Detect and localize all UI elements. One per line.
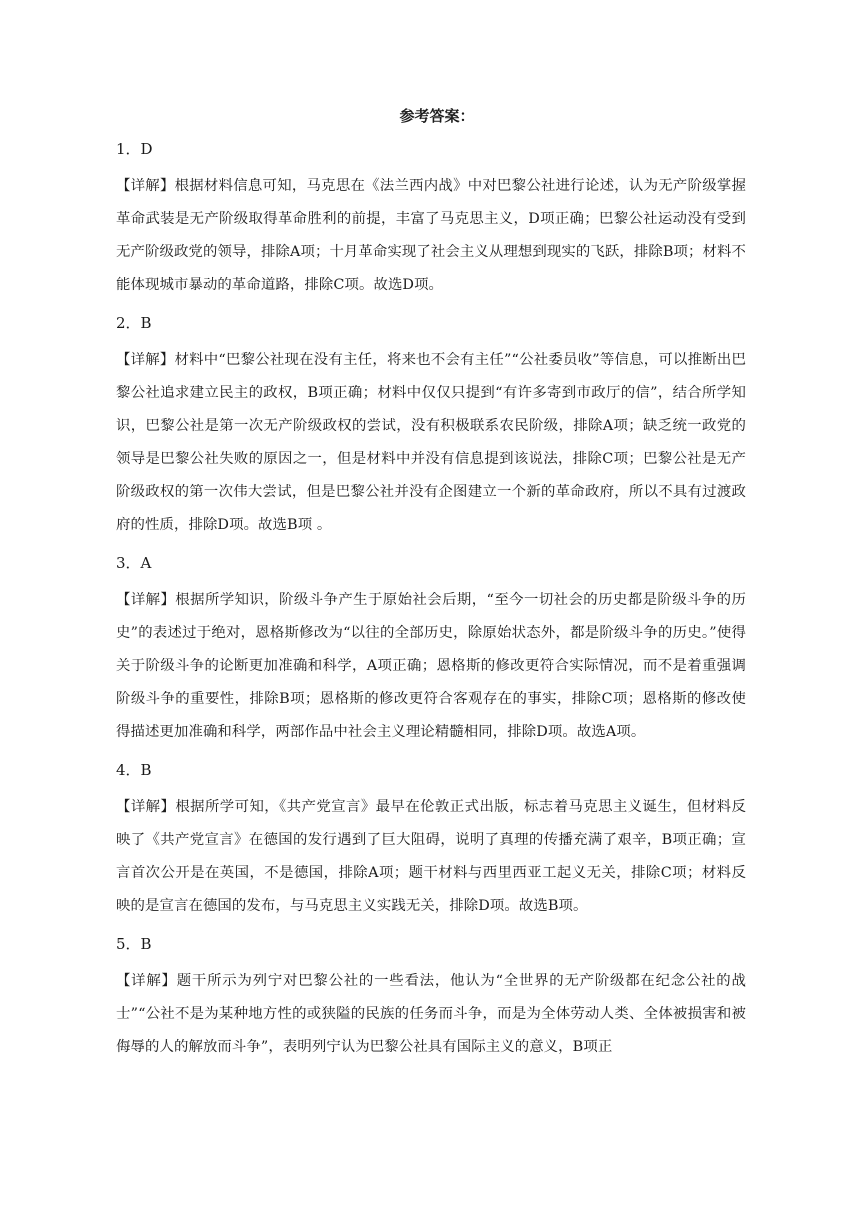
answer-explanation [116, 170, 746, 302]
explanation-tag: 【详解】 [116, 799, 176, 815]
question-number: 4．B [116, 761, 152, 779]
explanation-tag: 【详解】 [116, 973, 177, 989]
answer-explanation [116, 584, 746, 749]
answer-explanation [116, 965, 746, 1064]
explanation-text: 根据所学可知，《共产党宣言》最早在伦敦正式出版，标志着马克思主义诞生，但材料反映了《共产党宣言》在德国的发行遇到了巨大阻碍，说明了真理的传播充满了艰辛，B项正确；宣言首次公开是在英国，不是德国，排除A项；题干材料与西里西亚工起义无关，排除C项；材料反映的是宣言在德国的发布，与马克思主义实践无关，排除D项。故选B项。 [116, 799, 747, 914]
page-title: 参考答案： [399, 107, 475, 125]
explanation-text: 根据材料信息可知，马克思在《法兰西内战》中对巴黎公社进行论述，认为无产阶级掌握革命武装是无产阶级取得革命胜利的前提，丰富了马克思主义，D项正确；巴黎公社运动没有受到无产阶级政党的领导，排除A项；十月革命实现了社会主义从理想到现实的飞跃，排除B项；材料不能体现城市暴动的革命道路，排除C项。故选D项。 [116, 178, 746, 293]
explanation-text: 题干所示为列宁对巴黎公社的一些看法，他认为“全世界的无产阶级都在纪念公社的战士”“公社不是为某种地方性的或狭隘的民族的任务而斗争，而是为全体劳动人类、全体被损害和被侮辱的人的解放而斗争”，表明列宁认为巴黎公社具有国际主义的意义，B项正 [116, 973, 746, 1055]
question-number: 1．D [116, 140, 153, 158]
explanation-text: 根据所学知识，阶级斗争产生于原始社会后期，“至今一切社会的历史都是阶级斗争的历史”的表述过于绝对，恩格斯修改为“以往的全部历史，除原始状态外，都是阶级斗争的历史。”使得关于阶级斗争的论断更加准确和科学，A项正确；恩格斯的修改更符合实际情况，而不是着重强调阶级斗争的重要性，排除B项；恩格斯的修改更符合客观存在的事实，排除C项；恩格斯的修改使得描述更加准确和科学，两部作品中社会主义理论精髓相同，排除D项。故选A项。 [116, 592, 746, 740]
answer-explanation [116, 344, 746, 542]
answer-explanation [116, 791, 746, 923]
explanation-tag: 【详解】 [116, 178, 175, 194]
answer-sheet [116, 104, 746, 1073]
explanation-tag: 【详解】 [116, 352, 175, 368]
question-number: 5．B [116, 935, 152, 953]
question-number: 2．B [116, 314, 152, 332]
question-number: 3．A [116, 554, 152, 572]
explanation-tag: 【详解】 [116, 592, 176, 608]
explanation-text: 材料中“巴黎公社现在没有主任，将来也不会有主任”“公社委员收”等信息，可以推断出巴黎公社追求建立民主的政权，B项正确；材料中仅仅只提到“有许多寄到市政厅的信”，结合所学知识，巴黎公社是第一次无产阶级政权的尝试，没有积极联系农民阶级，排除A项；缺乏统一政党的领导是巴黎公社失败的原因之一，但是材料中并没有信息提到该说法，排除C项；巴黎公社是无产阶级政权的第一次伟大尝试，但是巴黎公社并没有企图建立一个新的革命政府，所以不具有过渡政府的性质，排除D项。故选B项 。 [116, 352, 746, 533]
